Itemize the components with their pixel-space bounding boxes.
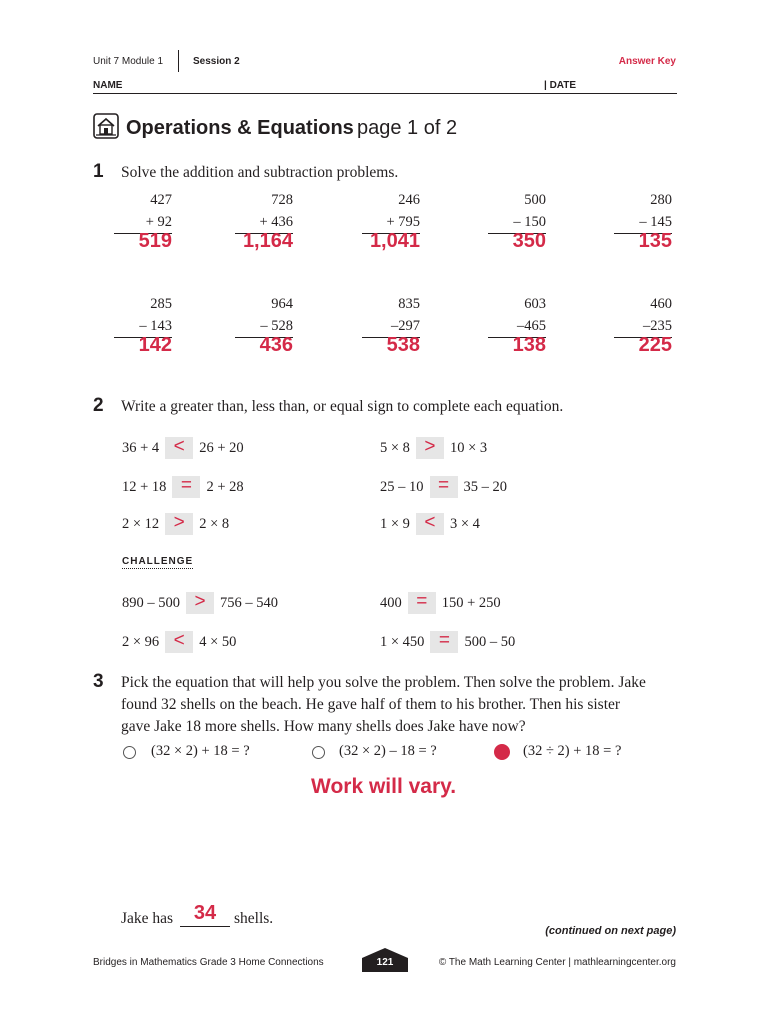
problem (488, 293, 546, 338)
answer-key-label: Answer Key (618, 56, 676, 67)
comparison-right: 150 + 250 (441, 594, 501, 611)
problem-bottom: + 92 (114, 211, 172, 234)
comparison-left: 2 × 12 (122, 515, 160, 532)
challenge-label: CHALLENGE (122, 556, 194, 567)
option-1-text: (32 × 2) + 18 = ? (151, 743, 250, 759)
problem-bottom: –235 (614, 315, 672, 338)
problem-answer: 225 (638, 334, 672, 356)
unit-label: Unit 7 Module 1 (93, 56, 164, 67)
footer-right: © The Math Learning Center | mathlearningcenter.org (438, 957, 676, 968)
option-1-radio[interactable] (123, 746, 136, 759)
problem-bottom: – 143 (114, 315, 172, 338)
problem (114, 293, 172, 338)
problem-top: 246 (398, 192, 420, 208)
comparison-left: 36 + 4 (122, 439, 160, 456)
problem (362, 189, 420, 234)
comparison-sign-box[interactable]: < (165, 437, 193, 459)
problem-top: 964 (271, 296, 293, 312)
comparison-sign-box[interactable]: < (165, 631, 193, 653)
problem-top: 285 (150, 296, 172, 312)
problem-bottom: –297 (362, 315, 420, 338)
session-label: Session 2 (193, 56, 240, 67)
option-2-radio[interactable] (312, 746, 325, 759)
comparison-row (122, 437, 244, 459)
comparison-sign-box[interactable]: = (172, 476, 200, 498)
comparison-sign-box[interactable]: = (430, 476, 458, 498)
comparison-right: 10 × 3 (449, 439, 488, 456)
comparison-sign-box[interactable]: > (165, 513, 193, 535)
page-number-badge (362, 948, 408, 972)
comparison-sign-box[interactable]: < (416, 513, 444, 535)
comparison-row (380, 631, 515, 653)
problem-answer: 1,164 (242, 230, 293, 252)
comparison-right: 4 × 50 (199, 633, 237, 650)
comparison-sign-box[interactable]: > (186, 592, 214, 614)
problem-answer: 350 (512, 230, 546, 252)
name-label: NAME (93, 80, 123, 91)
comparison-sign-box[interactable]: > (416, 437, 444, 459)
answer-prefix: Jake has (121, 910, 174, 927)
comparison-right: 3 × 4 (449, 515, 480, 532)
problem-answer: 519 (138, 230, 172, 252)
comparison-left: 5 × 8 (380, 439, 410, 456)
comparison-right: 2 + 28 (206, 478, 244, 495)
question-1-number: 1 (93, 161, 104, 182)
comparison-right: 500 – 50 (464, 633, 516, 650)
question-3-line-1: Pick the equation that will help you solve the problem. Then solve the problem. Jake (121, 674, 646, 691)
house-icon (93, 113, 119, 139)
problem-top: 835 (398, 296, 420, 312)
option-3-text: (32 ÷ 2) + 18 = ? (523, 743, 622, 759)
answer-value: 34 (193, 902, 217, 924)
question-3-line-2: found 32 shells on the beach. He gave half of them to his brother. Then his sister (121, 696, 621, 713)
problem (614, 293, 672, 338)
comparison-left: 400 (380, 594, 402, 611)
comparison-row (122, 513, 229, 535)
problem (114, 189, 172, 234)
comparison-sign-box[interactable]: = (430, 631, 458, 653)
footer-left: Bridges in Mathematics Grade 3 Home Connections (93, 957, 324, 968)
comparison-left: 890 – 500 (122, 594, 180, 611)
comparison-row (122, 592, 278, 614)
problem-bottom: + 795 (362, 211, 420, 234)
work-note: Work will vary. (311, 775, 457, 798)
answer-blank (180, 902, 230, 927)
question-3-number: 3 (93, 671, 104, 692)
option-2-text: (32 × 2) – 18 = ? (339, 743, 437, 759)
problem-top: 427 (150, 192, 172, 208)
answer-suffix: shells. (234, 910, 274, 927)
comparison-row (122, 631, 236, 653)
problem-bottom: – 528 (235, 315, 293, 338)
comparison-left: 2 × 96 (122, 633, 160, 650)
comparison-right: 26 + 20 (199, 439, 244, 456)
problem (235, 189, 293, 234)
comparison-row (380, 437, 487, 459)
comparison-left: 1 × 9 (380, 515, 410, 532)
question-3-line-3: gave Jake 18 more shells. How many shells does Jake have now? (121, 718, 526, 735)
comparison-row (380, 592, 501, 614)
problem-answer: 538 (386, 334, 420, 356)
name-line (93, 93, 677, 94)
header-divider (178, 50, 179, 72)
problem-answer: 142 (138, 334, 172, 356)
question-2-prompt: Write a greater than, less than, or equal sign to complete each equation. (121, 398, 564, 415)
comparison-left: 12 + 18 (122, 478, 167, 495)
comparison-left: 1 × 450 (380, 633, 425, 650)
comparison-row (380, 476, 507, 498)
comparison-left: 25 – 10 (380, 478, 424, 495)
page-indicator: page 1 of 2 (357, 117, 458, 139)
problem (235, 293, 293, 338)
comparison-row (380, 513, 480, 535)
question-1-prompt: Solve the addition and subtraction problems. (121, 164, 399, 181)
problem-top: 500 (524, 192, 546, 208)
problem-bottom: – 150 (488, 211, 546, 234)
problem-top: 280 (650, 192, 672, 208)
question-2-number: 2 (93, 395, 104, 416)
page-title: Operations & Equations (126, 117, 354, 139)
problem (362, 293, 420, 338)
problem-answer: 138 (512, 334, 546, 356)
page-number: 121 (376, 957, 394, 968)
comparison-right: 35 – 20 (463, 478, 507, 495)
comparison-right: 756 – 540 (220, 594, 278, 611)
problem-answer: 436 (259, 334, 293, 356)
problem (488, 189, 546, 234)
date-label: | DATE (544, 80, 577, 91)
comparison-sign-box[interactable]: = (408, 592, 436, 614)
option-3-radio[interactable] (494, 744, 510, 760)
problem-top: 603 (524, 296, 546, 312)
problem-bottom: – 145 (614, 211, 672, 234)
problem-bottom: –465 (488, 315, 546, 338)
problem (614, 189, 672, 234)
problem-top: 460 (650, 296, 672, 312)
continued-note: (continued on next page) (545, 925, 676, 937)
comparison-row (122, 476, 244, 498)
problem-top: 728 (271, 192, 293, 208)
problem-answer: 135 (638, 230, 672, 252)
problem-bottom: + 436 (235, 211, 293, 234)
comparison-right: 2 × 8 (199, 515, 230, 532)
problem-answer: 1,041 (369, 230, 420, 252)
